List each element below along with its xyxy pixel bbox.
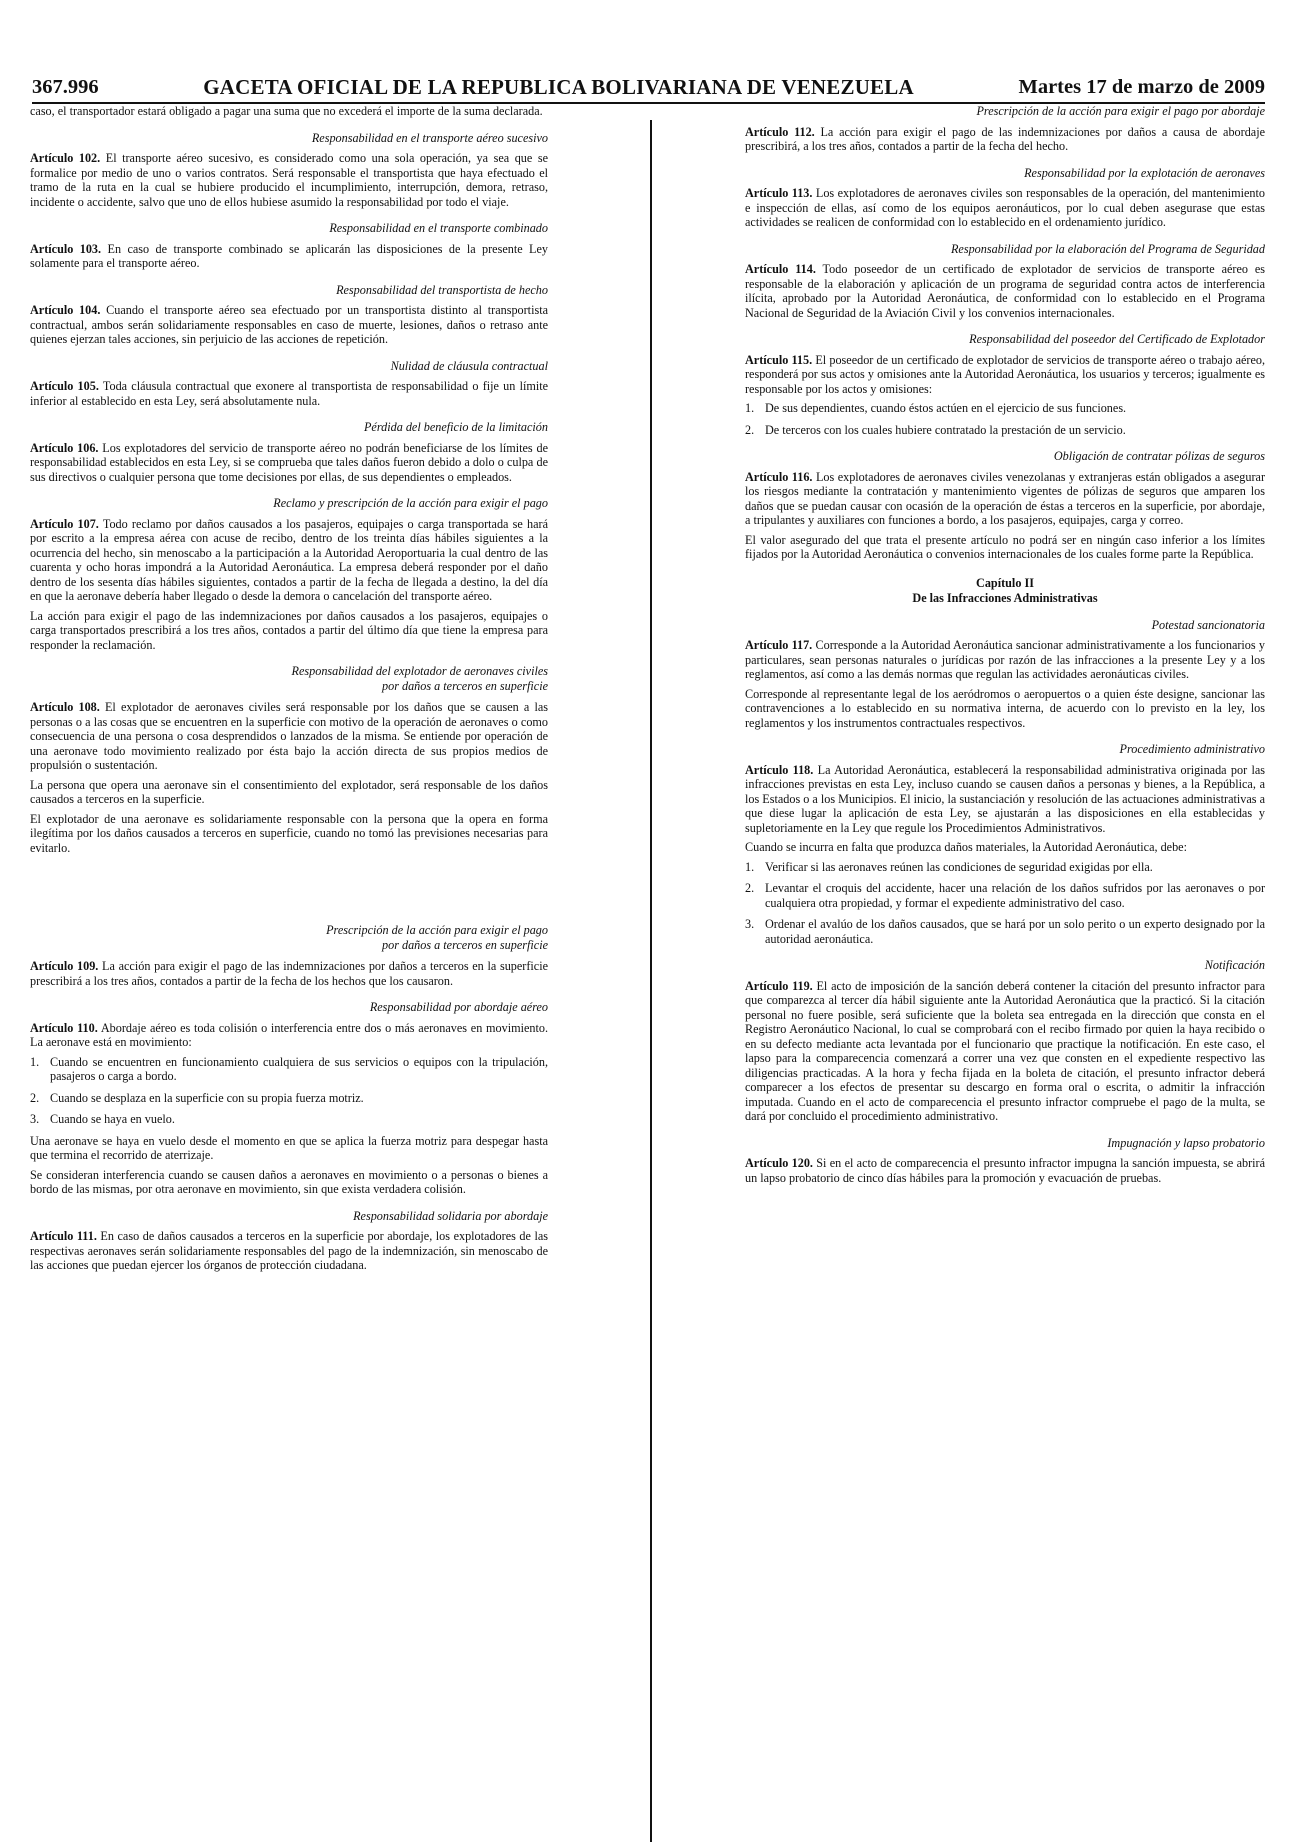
article-text: El transporte aéreo sucesivo, es considerado como una sola operación, ya sea que se formalice por medio de uno o varios contratos. Será responsable el transportista que haya efectuado el tramo de la ruta en la cual se hubiere producido el incumplimiento, interrupción, demora, retraso, incidente o accidente, salvo que uno de ellos hubiese asumido la responsabilidad por todo el viaje. bbox=[30, 151, 548, 209]
chapter-title: De las Infracciones Administrativas bbox=[912, 590, 1098, 605]
article-label: Artículo 112. bbox=[745, 124, 815, 139]
article-text: Toda cláusula contractual que exonere al transportista de responsabilidad o fije un límite inferior al establecido en esta Ley, será absolutamente nula. bbox=[30, 379, 549, 408]
article-text: Todo reclamo por daños causados a los pasajeros, equipajes o carga transportada se hará por escrito a la empresa aérea con acuse de recibo, dentro de los treinta días hábiles siguientes a la ocurrencia del hecho, sin menoscabo a la participación a la Autoridad Aeroportuaria la cual dentro de las cuarenta y ocho horas impondrá a la Autoridad Aeronáutica. La empresa deberá responder por el daño dentro de los sesenta días hábiles siguientes, contados a partir de la fecha de llegada a destino, la del día en que la aeronave debería haber llegado o desde la demora o cancelación del transporte aéreo. bbox=[30, 516, 548, 603]
section-heading: Responsabilidad solidaria por abordaje bbox=[353, 1208, 548, 1223]
article-label: Artículo 114. bbox=[745, 262, 816, 276]
article-label: Artículo 115. bbox=[745, 352, 813, 367]
article-paragraph: Cuando se incurra en falta que produzca daños materiales, la Autoridad Aeronáutica, debe: bbox=[745, 840, 1187, 854]
issue-date: Martes 17 de marzo de 2009 bbox=[1018, 76, 1265, 98]
article-119 bbox=[745, 979, 1265, 1124]
article-109 bbox=[30, 959, 548, 988]
article-113 bbox=[745, 186, 1265, 230]
article-text: En caso de transporte combinado se aplicarán las disposiciones de la presente Ley solamente para el transporte aéreo. bbox=[30, 241, 549, 270]
section-heading: Responsabilidad por abordaje aéreo bbox=[369, 1000, 548, 1014]
item-text: Verificar si las aeronaves reúnen las condiciones de seguridad exigidas por ella. bbox=[765, 859, 1153, 874]
article-label: Artículo 119. bbox=[745, 978, 813, 993]
item-number: 1. bbox=[745, 859, 755, 874]
section-heading: Reclamo y prescripción de la acción para exigir el pago bbox=[273, 496, 548, 510]
article-text: La acción para exigir el pago de las indemnizaciones por daños a terceros en la superficie prescribirá a los tres años, contados a partir de la fecha de los hechos que los causaron. bbox=[30, 959, 549, 988]
column-divider bbox=[650, 120, 652, 1842]
article-text: Los explotadores de aeronaves civiles venezolanas y extranjeras están obligados a asegurar los riesgos mediante la contratación y mantenimiento vigentes de pólizas de seguros que amparen los daños que se puedan causar con ocasión de la operación de éstas a terceros en la superficie, por abordaje, a tripulantes y auxiliares con funciones a bordo, a los pasajeros, equipajes, carga y correo. bbox=[745, 469, 1266, 527]
section-heading: Responsabilidad por la explotación de aeronaves bbox=[1024, 165, 1265, 180]
article-text: El acto de imposición de la sanción deberá contener la citación del presunto infractor para que comparezca al tercer día hábil siguiente ante la Autoridad Aeronáutica que la practicó. Si la citación personal no fuere posible, será suficiente que la boleta sea entregada en la dirección que consta en el Registro Aeronáutico Nacional, lo cual se comprobará con el recibo firmado por quien la haya recibido o en su defecto mediante acta levantada por el funcionario que practique la notificación. En este caso, el lapso para la comparecencia comenzará a correr una vez que consten en el expediente respectivo las diligencias practicadas. A la hora y fecha fijada en la boleta de citación, el presunto infractor deberá comparecer a los efectos de presentar su descargo en forma oral o escrita, o admitir la infracción imputada. Cuando en el acto de comparecencia el presunto infractor compruebe el pago de la multa, se dará por concluido el procedimiento administrativo. bbox=[745, 978, 1265, 1123]
article-paragraph: La acción para exigir el pago de las indemnizaciones por daños causados a los pasajeros, equipajes o carga transportados prescribirá a los tres años, contados a partir del último día que tiene la empresa para responder la reclamación. bbox=[30, 608, 548, 652]
heading-line: por daños a terceros en superficie bbox=[382, 679, 548, 693]
section-heading: Prescripción de la acción para exigir el pago por abordaje bbox=[976, 104, 1265, 118]
gazette-title: GACETA OFICIAL DE LA REPUBLICA BOLIVARIANA DE VENEZUELA bbox=[203, 75, 914, 99]
article-107 bbox=[30, 517, 548, 604]
article-label: Artículo 116. bbox=[745, 469, 813, 484]
article-label: Artículo 107. bbox=[30, 516, 99, 531]
section-heading: Impugnación y lapso probatorio bbox=[1107, 1135, 1265, 1150]
article-label: Artículo 103. bbox=[30, 241, 102, 256]
article-116 bbox=[745, 470, 1265, 528]
section-heading: Procedimiento administrativo bbox=[1119, 742, 1265, 756]
article-label: Artículo 120. bbox=[745, 1156, 813, 1170]
chapter-number: Capítulo II bbox=[976, 575, 1034, 590]
article-text: El poseedor de un certificado de explotador de servicios de transporte aéreo o trabajo aéreo, responderá por sus actos y omisiones ante la Autoridad Aeronáutica, los usuarios y terceros; igualmente es responsable por los actos y omisiones: bbox=[745, 352, 1265, 396]
page-header bbox=[32, 70, 1265, 104]
item-text: Cuando se haya en vuelo. bbox=[50, 1112, 175, 1126]
article-text: En caso de daños causados a terceros en la superficie por abordaje, los explotadores de las respectivas aeronaves serán solidariamente responsables del pago de la indemnización, sin menoscabo de las acciones que puedan ejercer los órganos de protección ciudadana. bbox=[30, 1229, 549, 1272]
item-number: 2. bbox=[30, 1090, 40, 1105]
article-text: Corresponde a la Autoridad Aeronáutica sancionar administrativamente a los funcionarios y particulares, sean personas naturales o jurídicas por razón de las infracciones a la presente Ley y a los reglamentos, así como a las demás normas que regulan las actividades aeronáuticas civiles. bbox=[745, 638, 1265, 681]
article-paragraph: La persona que opera una aeronave sin el consentimiento del explotador, será responsable de los daños causados a terceros en la superficie. bbox=[30, 777, 548, 806]
article-120 bbox=[745, 1156, 1265, 1185]
section-heading bbox=[30, 923, 548, 953]
article-108 bbox=[30, 700, 548, 773]
section-heading: Obligación de contratar pólizas de seguros bbox=[1053, 449, 1265, 463]
numbered-list bbox=[745, 860, 1265, 947]
article-112 bbox=[745, 125, 1265, 154]
article-label: Artículo 118. bbox=[745, 762, 814, 777]
article-paragraph: Corresponde al representante legal de los aeródromos o aeropuertos o a quien éste designe, sancionar las contravenciones a lo establecido en su normativa interna, de acuerdo con lo previsto en la ley, los reglamentos y los instrumentos contractuales respectivos. bbox=[745, 686, 1265, 730]
left-column bbox=[30, 104, 548, 1279]
article-text: Los explotadores del servicio de transporte aéreo no podrán beneficiarse de los límites de responsabilidad establecidos en esta Ley, si se comprueba que tales daños fueron debido a dolo o culpa de sus directivos o cualquier persona que tome decisiones por ellas, de sus dependientes o empleados. bbox=[30, 440, 548, 484]
article-label: Artículo 113. bbox=[745, 186, 813, 200]
article-label: Artículo 108. bbox=[30, 700, 100, 714]
section-heading: Pérdida del beneficio de la limitación bbox=[363, 420, 548, 434]
heading-line: Responsabilidad del explotador de aeronaves civiles bbox=[291, 664, 548, 678]
continued-paragraph: caso, el transportador estará obligado a pagar una suma que no excederá el importe de la suma declarada. bbox=[30, 104, 543, 118]
list-item bbox=[745, 917, 1265, 946]
article-label: Artículo 102. bbox=[30, 151, 101, 165]
article-117 bbox=[745, 638, 1265, 682]
item-number: 1. bbox=[30, 1054, 40, 1069]
article-104 bbox=[30, 303, 548, 347]
section-heading: Responsabilidad por la elaboración del Programa de Seguridad bbox=[950, 241, 1265, 256]
article-label: Artículo 106. bbox=[30, 440, 99, 455]
article-114 bbox=[745, 262, 1265, 320]
list-item bbox=[745, 881, 1265, 910]
article-115 bbox=[745, 353, 1265, 397]
chapter-heading bbox=[745, 576, 1265, 606]
article-text: La acción para exigir el pago de las indemnizaciones por daños a causa de abordaje prescribirá, a los tres años, contados a partir de la fecha del hecho. bbox=[745, 124, 1266, 153]
section-heading: Responsabilidad del poseedor del Certificado de Explotador bbox=[969, 332, 1265, 346]
item-text: Cuando se encuentren en funcionamiento cualquiera de sus servicios o equipos con la tripulación, pasajeros o carga a bordo. bbox=[50, 1054, 548, 1083]
article-label: Artículo 111. bbox=[30, 1229, 97, 1243]
article-102 bbox=[30, 151, 548, 209]
article-label: Artículo 104. bbox=[30, 303, 101, 317]
article-110 bbox=[30, 1021, 548, 1050]
list-item bbox=[745, 860, 1265, 875]
page-number: 367.996 bbox=[32, 76, 99, 98]
article-text: El explotador de aeronaves civiles será responsable por los daños que se causen a las personas o a las cosas que se encuentren en la superficie con motivo de la operación de aeronaves o como consecuencia de una persona o cosa desprendidos o lanzados de la misma. Se entiende por operación de una aeronave todo movimiento realizado por ésta bajo la acción directa de sus propios medios de propulsión o sustentación. bbox=[30, 700, 548, 772]
article-label: Artículo 117. bbox=[745, 638, 813, 652]
article-paragraph: El valor asegurado del que trata el presente artículo no podrá ser en ningún caso inferior a los límites fijados por la Autoridad Aeronáutica o convenios internacionales de los cuales forme parte la República. bbox=[745, 532, 1265, 561]
article-label: Artículo 110. bbox=[30, 1020, 98, 1035]
item-text: Cuando se desplaza en la superficie con su propia fuerza motriz. bbox=[50, 1090, 364, 1105]
item-number: 3. bbox=[30, 1112, 40, 1126]
item-number: 2. bbox=[745, 881, 755, 895]
item-number: 3. bbox=[745, 917, 755, 931]
article-text: La Autoridad Aeronáutica, establecerá la responsabilidad administrativa originada por las infracciones previstas en esta Ley, incluso cuando se causen daños a personas y bienes, a la República, a los Estados o a los Municipios. El inicio, la sustanciación y resolución de las actuaciones administrativas a que diese lugar la aplicación de esta Ley, se ajustarán a las disposiciones en ella establecidas y supletoriamente en la Ley que regule los Procedimientos Administrativos. bbox=[745, 762, 1266, 835]
list-item bbox=[745, 423, 1265, 438]
article-text: Los explotadores de aeronaves civiles son responsables de la operación, del mantenimiento e inspección de ellas, así como de los equipos aeronáuticos, por lo cual deben asegurase que estas actividades se realicen de conformidad con lo establecido en el ordenamiento jurídico. bbox=[745, 186, 1266, 229]
article-label: Artículo 109. bbox=[30, 959, 99, 973]
item-text: De terceros con los cuales hubiere contratado la prestación de un servicio. bbox=[765, 422, 1126, 437]
section-heading bbox=[30, 664, 548, 694]
list-item bbox=[30, 1112, 548, 1127]
article-paragraph: Una aeronave se haya en vuelo desde el momento en que se aplica la fuerza motriz para despegar hasta que termina el recorrido de aterrizaje. bbox=[30, 1133, 548, 1162]
article-105 bbox=[30, 379, 548, 408]
section-heading: Responsabilidad en el transporte aéreo sucesivo bbox=[311, 130, 548, 145]
section-heading: Nulidad de cláusula contractual bbox=[390, 358, 548, 373]
item-number: 2. bbox=[745, 422, 755, 437]
article-111 bbox=[30, 1229, 548, 1273]
article-106 bbox=[30, 441, 548, 485]
heading-line: por daños a terceros en superficie bbox=[382, 938, 548, 952]
article-paragraph: Se consideran interferencia cuando se causen daños a aeronaves en movimiento o a personas o bienes a bordo de las mismas, por otra aeronave en movimiento, sin que exista verdadera colisión. bbox=[30, 1167, 548, 1196]
article-118 bbox=[745, 763, 1265, 836]
section-heading: Responsabilidad en el transporte combinado bbox=[329, 221, 548, 235]
item-text: Levantar el croquis del accidente, hacer una relación de los daños sufridos por las aeronaves o por cualquiera otra propiedad, y formar el expediente administrativo del caso. bbox=[765, 881, 1265, 910]
section-heading: Responsabilidad del transportista de hecho bbox=[336, 282, 548, 297]
item-number: 1. bbox=[745, 401, 755, 415]
item-text: Ordenar el avalúo de los daños causados, que se hará por un solo perito o un experto designado por la autoridad aeronáutica. bbox=[765, 917, 1265, 946]
list-item bbox=[30, 1055, 548, 1084]
article-label: Artículo 105. bbox=[30, 379, 99, 393]
article-text: Cuando el transporte aéreo sea efectuado por un transportista distinto al transportista contractual, ambos serán solidariamente responsables en caso de muerte, lesiones, daños o retraso ante quienes ejerzan tales acciones, sin perjuicio de las acciones de repetición. bbox=[30, 303, 548, 346]
spacer bbox=[30, 861, 548, 911]
article-paragraph: El explotador de una aeronave es solidariamente responsable con la persona que la opera en forma ilegítima por los daños causados a terceros en superficie, cuando no tomó las previsiones necesarias para evitarlo. bbox=[30, 811, 548, 855]
list-item bbox=[30, 1091, 548, 1106]
article-103 bbox=[30, 242, 548, 271]
heading-line: Prescripción de la acción para exigir el pago bbox=[326, 923, 548, 937]
article-text: Si en el acto de comparecencia el presunto infractor impugna la sanción impuesta, se abrirá un lapso probatorio de cinco días hábiles para la promoción y evacuación de pruebas. bbox=[745, 1156, 1265, 1185]
numbered-list bbox=[745, 401, 1265, 437]
item-text: De sus dependientes, cuando éstos actúen en el ejercicio de sus funciones. bbox=[765, 401, 1127, 415]
article-text: Abordaje aéreo es toda colisión o interferencia entre dos o más aeronaves en movimiento. La aeronave está en movimiento: bbox=[30, 1020, 548, 1049]
section-heading: Notificación bbox=[1204, 958, 1265, 972]
list-item bbox=[745, 401, 1265, 416]
right-column bbox=[745, 104, 1265, 1191]
section-heading: Potestad sancionatoria bbox=[1151, 617, 1265, 632]
article-text: Todo poseedor de un certificado de explotador de servicios de transporte aéreo es responsable de la elaboración y aplicación de un programa de seguridad contra actos de interferencia ilícita, aprobado por la Autoridad Aeronáutica, de conformidad con lo establecido en el Programa Nacional de Seguridad de la Aviación Civil y los convenios internacionales. bbox=[745, 262, 1266, 320]
numbered-list bbox=[30, 1055, 548, 1127]
